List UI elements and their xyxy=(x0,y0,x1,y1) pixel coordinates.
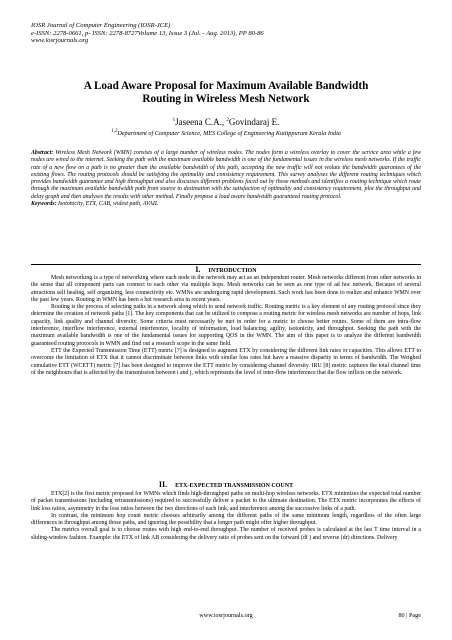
author-2: Govindaraj E. xyxy=(228,117,280,127)
author-list xyxy=(31,116,421,127)
author-2-affil-mark: 2 xyxy=(226,118,229,123)
section-2-paragraph-1: ETX[2] is the first metric proposed for WMNs which finds high-throughput paths on multi-hop wireless networks. ETX minimizes the expected total number of packet transmissions (including retransmissions) required to successfully deliver a packet to the ultimate destination. The ETX metric incorporates the effects of link loss ratios, asymmetry in the loss ratios between the two directions of each link, and interference among the successive links of a path. xyxy=(31,491,421,512)
abstract-label: Abstract: xyxy=(31,150,54,156)
abstract-block xyxy=(31,150,421,208)
page-number: 80 | Page xyxy=(398,612,421,619)
journal-url[interactable]: www.iosrjournals.org xyxy=(31,37,89,45)
keywords-line xyxy=(31,201,421,208)
affiliation-mark: 1,2 xyxy=(111,129,118,134)
section-1-paragraph-3: ETT the Expected Transmission Time (ETT) metric [7] is designed to augment ETX by considering the different link rates or capacities. This allows ETT to overcome the limitation of ETX that it cannot discriminate between links with similar loss rates but have a massive disparity in terms of bandwidth. The Weighed cumulative ETT (WCETT) metric [7] has been designed to improve the ETT metric by considering channel diversity. IRU [8] metric captures the total channel time of the neighbours that is affected by the transmission between i and j, which represents the level of inter-flow interference that the flow inflicts on the network. xyxy=(31,347,421,376)
abstract-paragraph xyxy=(31,150,421,201)
section-1-body xyxy=(31,275,421,377)
abstract-divider xyxy=(31,264,421,265)
section-1-title: INTRODUCTION xyxy=(208,268,257,274)
section-1-number: I. xyxy=(195,265,201,274)
keywords-text: Isotonicity, ETX, CAB, widest path, AVAIL xyxy=(56,200,159,207)
keywords-label: Keywords: xyxy=(31,200,57,207)
journal-issn: e-ISSN: 2278-0661, p- ISSN: 2278-8727Volume 13, Issue 3 (Jul. - Aug. 2013), PP 80-86 xyxy=(31,29,264,37)
title-line-1: A Load Aware Proposal for Maximum Available Bandwidth xyxy=(83,80,369,92)
paper-title xyxy=(31,80,421,106)
section-1-paragraph-2: Routing is the process of selecting paths in a network along which to send network traffic. Routing metric is a key element of any routing protocol since they determine the creation of network paths [1]. The key components that can be utilized to compose a routing metric for wireless mesh networks are number of hops, link capacity, link quality and channel diversity. Some criteria must necessarily be met in order for a metric to choose better routes. Some of them are intra-flow interference, interflow interference, external interference, locality of information, load balancing, agility, isotonicity, and throughput. Seeking the path with the maximum available bandwidth is one of the fundamental issues for supporting QOS in the WMN. The aim of this paper is to analyze the different bandwidth guaranteed routing protocols in WMN and find out a research scope in the same field. xyxy=(31,304,421,347)
title-line-2: Routing in Wireless Mesh Network xyxy=(142,93,310,105)
section-2-paragraph-3: The metrics overall goal is to choose routes with high end-to-end throughput. The number of received probes is calculated at the last T time interval in a sliding-window fashion. Example: the ETX of link AB considering the delivery ratio of probes sent on the forward (df ) and reverse (dr) directions. Delivery xyxy=(31,527,421,541)
section-1-heading xyxy=(31,266,421,275)
journal-name: IOSR Journal of Computer Engineering (IOSR-JCE) xyxy=(31,22,171,29)
abstract-text: Wireless Mesh Network (WMN) consists of a large number of wireless nodes. The nodes form a wireless overlay to cover the service area while a few nodes are wired to the internet. Seeking the path with the maximum available bandwidth is one of the fundamental issues in the wireless mesh networks. If the traffic rate of a new flow on a path is no greater than the available bandwidth of this path, accepting the new traffic will not violate the bandwidth guarantees of the existing flows. The routing protocols should be satisfying the optimality and consistency requirement. This survey analyses the different routing techniques which provides bandwidth guarantee and high throughput and also discusses different problems faced out by those methods and identifies a routing technique which route through the maximum available bandwidth path from source to destination with the satisfaction of optimality and consistency requirement, plot the throughput and delay graph and then analyses the results with other method. Finally propose a load aware bandwidth guaranteed routing protocol. xyxy=(31,150,421,200)
affiliation xyxy=(31,128,421,138)
journal-header xyxy=(31,22,421,45)
affiliation-text: Department of Computer Science, MES College of Engineering Kuttippuram Kerala India xyxy=(117,130,341,138)
author-1: Jaseena C.A., xyxy=(175,117,227,127)
section-2-number: II. xyxy=(158,480,168,489)
author-1-affil-mark: 1 xyxy=(172,118,176,123)
section-2-title: ETX-EXPECTED TRANSMISSION COUNT xyxy=(175,483,294,489)
section-1-paragraph-1: Mesh networking is a type of networking where each node in the network may act as an independent router. Mesh networks different from other networks in the sense that all component parts can connect to each other via multiple hops. Mesh networks can be seen as one type of ad hoc network. Because of several attractions self healing, self organizing, less connectivity etc. WMNs are undergoing rapid development. Such work has been done to realize and enhance WMN over the past few years. Routing in WMN has been a hot research area in recent years. xyxy=(31,275,421,303)
section-2-heading xyxy=(31,481,421,490)
footer-url[interactable]: www.iosrjournals.org xyxy=(199,612,253,619)
section-2-paragraph-2: In contrast, the minimum hop count metric chooses arbitrarily among the different paths of the same minimum length, regardless of the often large differences in throughput among those paths, and ignoring the possibility that a longer path might offer higher throughput. xyxy=(31,512,421,527)
section-2-body xyxy=(31,491,421,542)
